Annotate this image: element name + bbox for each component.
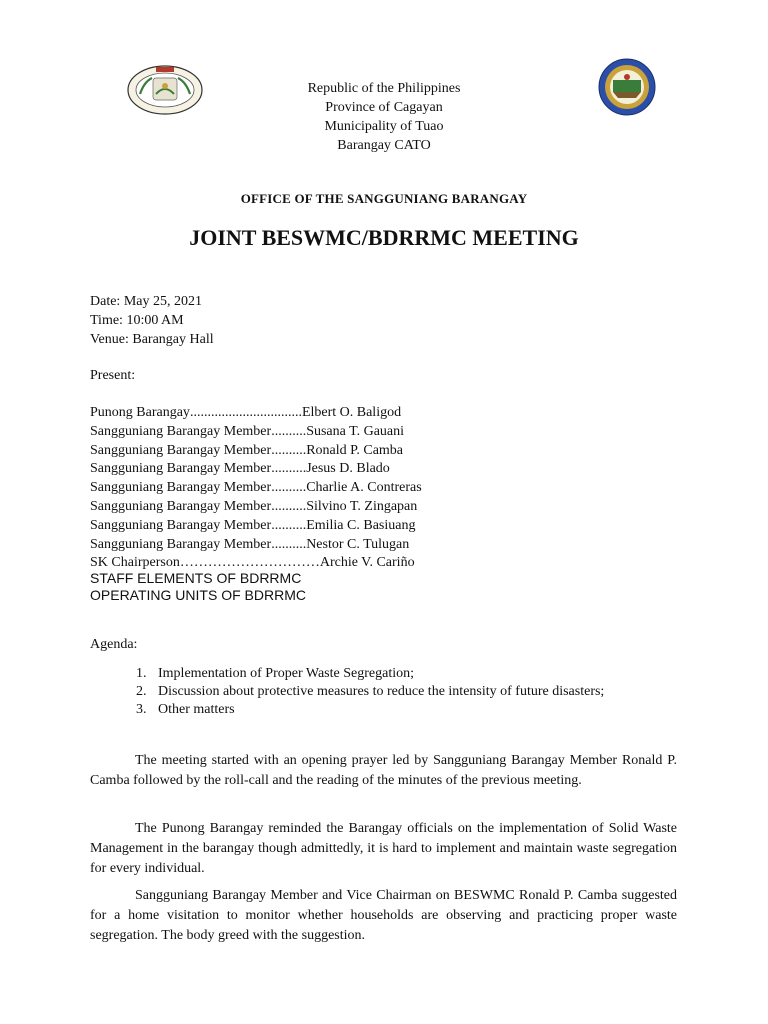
- meeting-time: Time: 10:00 AM: [90, 313, 184, 328]
- attendee-role: Sangguniang Barangay Member: [90, 498, 272, 514]
- attendee-role: Sangguniang Barangay Member: [90, 480, 272, 496]
- attendee-name: Archie V. Cariño: [319, 555, 415, 571]
- meeting-date: Date: May 25, 2021: [90, 294, 202, 309]
- attendee-row: [90, 517, 422, 536]
- attendee-row: [90, 442, 422, 461]
- header-municipality: Municipality of Tuao: [324, 119, 444, 134]
- attendee-name: Jesus D. Blado: [306, 461, 390, 477]
- agenda-number: 1.: [136, 666, 147, 681]
- minutes-paragraph: The Punong Barangay reminded the Barangay officials on the implementation of Solid Waste Management in the barangay though admittedly, it is hard to implement and maintain waste segregation for every individual.: [90, 821, 677, 876]
- attendee-role: Sangguniang Barangay Member: [90, 517, 272, 533]
- agenda-item: [90, 701, 678, 719]
- attendee-name: Susana T. Gauani: [306, 423, 405, 439]
- attendee-row: [90, 498, 422, 517]
- leader-dots: ..........: [271, 480, 307, 496]
- agenda-label: Agenda:: [90, 637, 138, 652]
- attendee-name: Charlie A. Contreras: [306, 480, 422, 496]
- leader-dots: ..........: [271, 517, 307, 533]
- attendee-row: [90, 536, 422, 555]
- meeting-venue: Venue: Barangay Hall: [90, 332, 214, 347]
- meeting-title: JOINT BESWMC/BDRRMC MEETING: [189, 225, 579, 250]
- leader-dots: ..........: [271, 536, 307, 552]
- attendee-role: Sangguniang Barangay Member: [90, 442, 272, 458]
- attendee-row: [90, 404, 422, 423]
- staff-line: STAFF ELEMENTS OF BDRRMC: [90, 570, 302, 586]
- present-label: Present:: [90, 368, 136, 383]
- leader-dots: ..........: [271, 442, 307, 458]
- attendee-name: Silvino T. Zingapan: [306, 498, 418, 514]
- attendee-role: Sangguniang Barangay Member: [90, 423, 272, 439]
- meeting-details: [90, 292, 214, 349]
- attendee-name: Emilia C. Basiuang: [306, 517, 416, 533]
- agenda-text: Other matters: [158, 702, 235, 717]
- agenda-list: [90, 665, 678, 719]
- attendee-list: [90, 404, 422, 573]
- agenda-text: Discussion about protective measures to reduce the intensity of future disasters;: [158, 684, 605, 699]
- header-barangay: Barangay CATO: [337, 138, 431, 153]
- minutes-paragraph: The meeting started with an opening prayer led by Sangguniang Barangay Member Ronald P. Camba followed by the roll-call and the reading of the minutes of the previous meeting.: [90, 753, 677, 788]
- attendee-name: Ronald P. Camba: [306, 442, 404, 458]
- attendee-row: [90, 460, 422, 479]
- office-title: OFFICE OF THE SANGGUNIANG BARANGAY: [240, 191, 528, 206]
- attendee-name: Elbert O. Baligod: [301, 405, 402, 420]
- header-country: Republic of the Philippines: [307, 81, 461, 96]
- staff-line: OPERATING UNITS OF BDRRMC: [90, 587, 306, 603]
- leader-dots: ................................: [189, 405, 302, 420]
- attendee-role: SK Chairperson: [90, 555, 180, 571]
- attendee-row: [90, 423, 422, 442]
- agenda-text: Implementation of Proper Waste Segregation;: [158, 666, 414, 681]
- agenda-number: 2.: [136, 684, 147, 699]
- leader-dots: …………………………: [179, 555, 320, 571]
- agenda-number: 3.: [136, 702, 147, 717]
- minutes-paragraph: Sangguniang Barangay Member and Vice Chairman on BESWMC Ronald P. Camba suggested for a home visitation to monitor whether households are observing and practicing proper waste segregation. The body greed with the suggestion.: [90, 888, 677, 943]
- attendee-name: Nestor C. Tulugan: [306, 536, 410, 552]
- attendee-role: Punong Barangay: [90, 405, 190, 420]
- leader-dots: ..........: [271, 498, 307, 514]
- staff-elements: [90, 570, 306, 604]
- letterhead: [0, 79, 768, 155]
- attendee-role: Sangguniang Barangay Member: [90, 536, 272, 552]
- attendee-role: Sangguniang Barangay Member: [90, 461, 272, 477]
- agenda-item: [90, 683, 678, 701]
- header-province: Province of Cagayan: [325, 100, 443, 115]
- leader-dots: ..........: [271, 461, 307, 477]
- leader-dots: ..........: [271, 423, 307, 439]
- agenda-item: [90, 665, 678, 683]
- attendee-row: [90, 479, 422, 498]
